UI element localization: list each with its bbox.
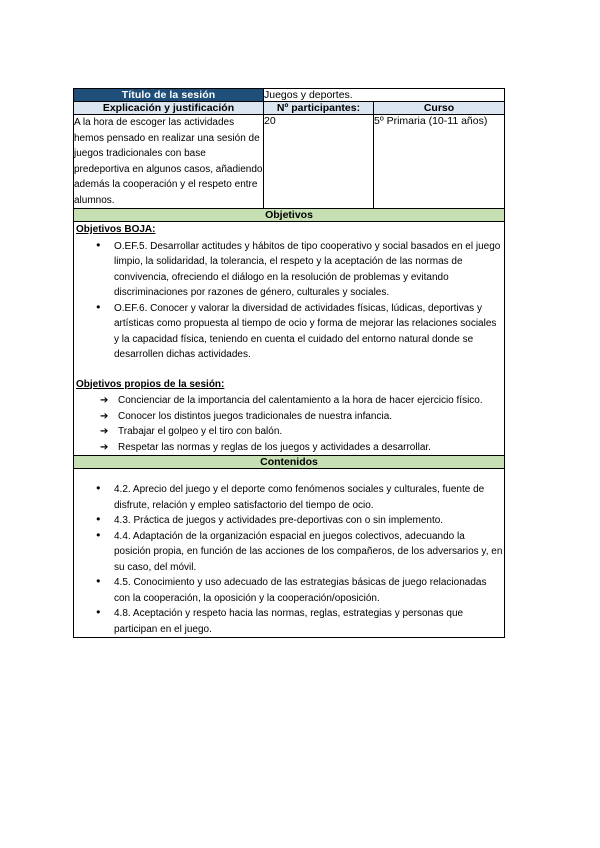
course-header: Curso <box>374 102 505 115</box>
list-item: ● 4.8. Aceptación y respeto hacia las normas, reglas, estrategias y personas que participan en el juego. <box>96 606 504 637</box>
list-item: ● O.EF.5. Desarrollar actitudes y hábitos de tipo cooperativo y social basados en el juego limpio, la solidaridad, la tolerancia, el respeto y la aceptación de las normas de convivencia, ofreciendo el diálogo en la resolución de problemas y evitando discriminaciones por razones de género, culturales y sociales. <box>96 239 504 301</box>
contents-section-header: Contenidos <box>74 456 505 469</box>
table-row-objectives-header <box>74 209 505 222</box>
contents-content <box>74 469 505 638</box>
table-row-contents-header <box>74 456 505 469</box>
table-row-title <box>74 89 505 102</box>
participants-value: 20 <box>264 115 374 209</box>
list-item: ● 4.5. Conocimiento y uso adecuado de las estrategias básicas de juego relacionadas con la cooperación, la oposición y la cooperación/oposición. <box>96 575 504 606</box>
session-plan-table <box>73 88 505 638</box>
list-item: ➔ Concienciar de la importancia del calentamiento a la hora de hacer ejercicio físico. <box>100 393 504 409</box>
list-item: ➔ Respetar las normas y reglas de los juegos y actividades a desarrollar. <box>100 440 504 456</box>
objectives-content <box>74 222 505 456</box>
contents-list <box>74 482 504 637</box>
list-item: ➔ Trabajar el golpeo y el tiro con balón. <box>100 424 504 440</box>
session-title-label: Título de la sesión <box>74 89 264 102</box>
objectives-boja-list <box>74 239 504 363</box>
objectives-own-list <box>74 393 504 455</box>
course-value: 5º Primaria (10-11 años) <box>374 115 505 209</box>
list-item: ● 4.3. Práctica de juegos y actividades pre-deportivas con o sin implemento. <box>96 513 504 529</box>
objectives-section-header: Objetivos <box>74 209 505 222</box>
objectives-own-heading: Objetivos propios de la sesión: <box>76 378 225 390</box>
session-title-value: Juegos y deportes. <box>264 89 505 102</box>
list-item: ● 4.2. Aprecio del juego y el deporte como fenómenos sociales y culturales, fuente de disfrute, relación y empleo satisfactorio del tiempo de ocio. <box>96 482 504 513</box>
explanation-header: Explicación y justificación <box>74 102 264 115</box>
participants-header: Nº participantes: <box>264 102 374 115</box>
list-item: ● 4.4. Adaptación de la organización espacial en juegos colectivos, adecuando la posición propia, en función de las acciones de los compañeros, de los adversarios y, en su caso, del móvil. <box>96 529 504 576</box>
table-row-data <box>74 115 505 209</box>
objectives-boja-heading: Objetivos BOJA: <box>76 224 156 235</box>
table-row-objectives-body <box>74 222 505 456</box>
list-item: ● O.EF.6. Conocer y valorar la diversidad de actividades físicas, lúdicas, deportivas y artísticas como propuesta al tiempo de ocio y forma de mejorar las relaciones sociales y la capacidad física, teniendo en cuenta el cuidado del entorno natural donde se desarrollen dichas actividades. <box>96 301 504 363</box>
table-row-contents-body <box>74 469 505 638</box>
table-row-headers <box>74 102 505 115</box>
explanation-text: A la hora de escoger las actividades hemos pensado en realizar una sesión de juegos tradicionales con base predeportiva en algunos casos, añadiendo además la cooperación y el respeto entre alumnos. <box>74 115 264 209</box>
list-item: ➔ Conocer los distintos juegos tradicionales de nuestra infancia. <box>100 409 504 425</box>
